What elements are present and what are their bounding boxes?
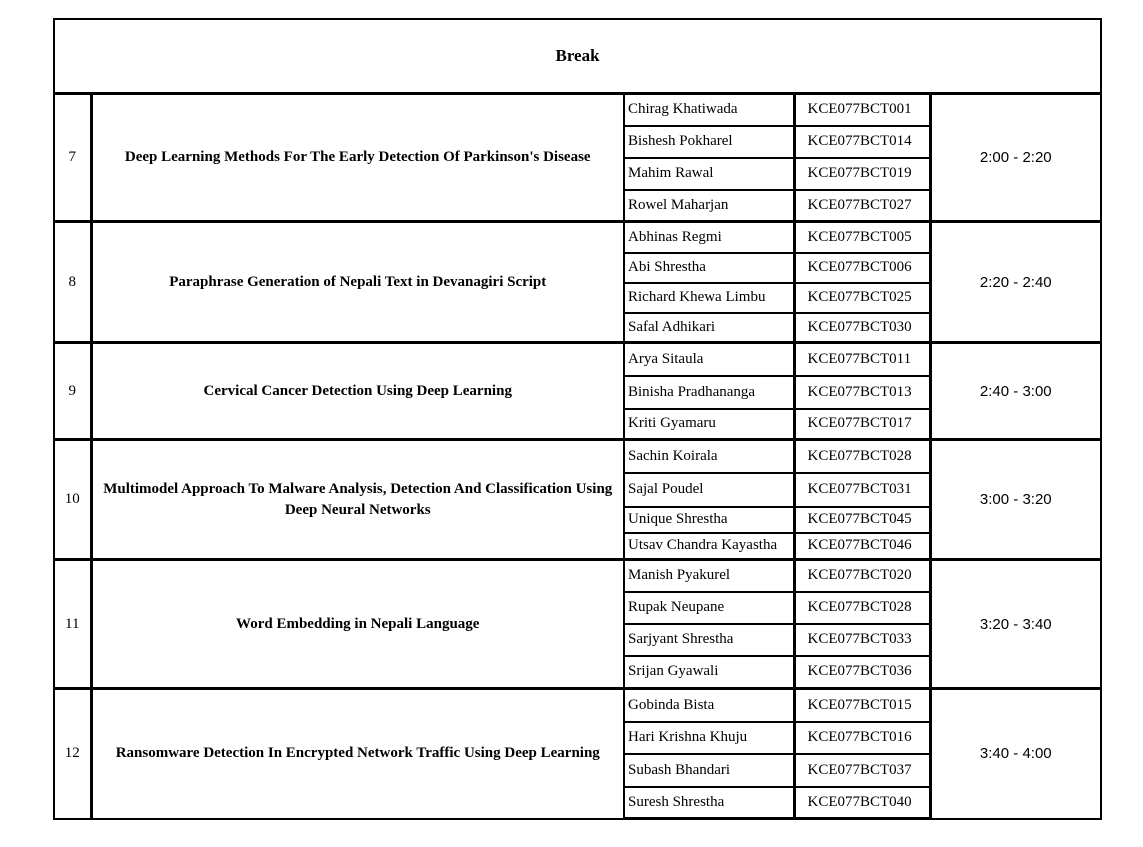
project-title: Cervical Cancer Detection Using Deep Learning [91,343,624,440]
member-roll-number: KCE077BCT015 [794,689,930,722]
member-roll-number: KCE077BCT001 [794,94,930,126]
member-roll-number: KCE077BCT028 [794,440,930,473]
project-number: 11 [54,560,91,689]
member-name: Bishesh Pokharel [624,126,794,158]
member-roll-number: KCE077BCT025 [794,283,930,313]
member-roll-number: KCE077BCT031 [794,473,930,507]
table-row [54,440,1101,473]
project-title: Ransomware Detection In Encrypted Network Traffic Using Deep Learning [91,689,624,819]
member-roll-number: KCE077BCT030 [794,313,930,343]
table-row [54,689,1101,722]
member-roll-number: KCE077BCT011 [794,343,930,376]
project-number: 8 [54,222,91,343]
member-roll-number: KCE077BCT033 [794,624,930,656]
member-roll-number: KCE077BCT045 [794,507,930,533]
break-row [54,19,1101,94]
member-name: Subash Bhandari [624,754,794,787]
member-name: Unique Shrestha [624,507,794,533]
member-name: Hari Krishna Khuju [624,722,794,754]
member-roll-number: KCE077BCT037 [794,754,930,787]
member-name: Kriti Gyamaru [624,409,794,440]
presentation-time: 3:00 - 3:20 [930,440,1101,560]
member-roll-number: KCE077BCT019 [794,158,930,190]
member-roll-number: KCE077BCT028 [794,592,930,624]
member-name: Arya Sitaula [624,343,794,376]
member-roll-number: KCE077BCT040 [794,787,930,819]
presentation-time: 3:40 - 4:00 [930,689,1101,819]
member-name: Safal Adhikari [624,313,794,343]
member-name: Abi Shrestha [624,253,794,283]
member-name: Chirag Khatiwada [624,94,794,126]
project-title: Deep Learning Methods For The Early Detection Of Parkinson's Disease [91,94,624,222]
project-title: Word Embedding in Nepali Language [91,560,624,689]
member-roll-number: KCE077BCT006 [794,253,930,283]
member-roll-number: KCE077BCT016 [794,722,930,754]
member-name: Abhinas Regmi [624,222,794,253]
member-name: Mahim Rawal [624,158,794,190]
project-number: 9 [54,343,91,440]
project-title: Paraphrase Generation of Nepali Text in Devanagiri Script [91,222,624,343]
member-name: Rupak Neupane [624,592,794,624]
member-roll-number: KCE077BCT020 [794,560,930,592]
table-row [54,343,1101,376]
member-name: Srijan Gyawali [624,656,794,689]
member-name: Gobinda Bista [624,689,794,722]
schedule-body [54,19,1101,819]
project-title: Multimodel Approach To Malware Analysis, Detection And Classification Using Deep Neural Networks [91,440,624,560]
table-row [54,94,1101,126]
member-roll-number: KCE077BCT014 [794,126,930,158]
project-number: 10 [54,440,91,560]
member-roll-number: KCE077BCT013 [794,376,930,409]
project-number: 7 [54,94,91,222]
presentation-time: 2:40 - 3:00 [930,343,1101,440]
table-row [54,560,1101,592]
presentation-time: 3:20 - 3:40 [930,560,1101,689]
member-name: Binisha Pradhananga [624,376,794,409]
presentation-time: 2:00 - 2:20 [930,94,1101,222]
break-label: Break [54,19,1101,94]
member-roll-number: KCE077BCT005 [794,222,930,253]
table-row [54,222,1101,253]
schedule-table [53,18,1102,820]
member-name: Sachin Koirala [624,440,794,473]
member-name: Richard Khewa Limbu [624,283,794,313]
member-roll-number: KCE077BCT046 [794,533,930,560]
member-roll-number: KCE077BCT017 [794,409,930,440]
member-name: Rowel Maharjan [624,190,794,222]
member-roll-number: KCE077BCT036 [794,656,930,689]
member-name: Sarjyant Shrestha [624,624,794,656]
member-name: Utsav Chandra Kayastha [624,533,794,560]
member-name: Manish Pyakurel [624,560,794,592]
member-name: Sajal Poudel [624,473,794,507]
project-number: 12 [54,689,91,819]
member-roll-number: KCE077BCT027 [794,190,930,222]
member-name: Suresh Shrestha [624,787,794,819]
presentation-time: 2:20 - 2:40 [930,222,1101,343]
